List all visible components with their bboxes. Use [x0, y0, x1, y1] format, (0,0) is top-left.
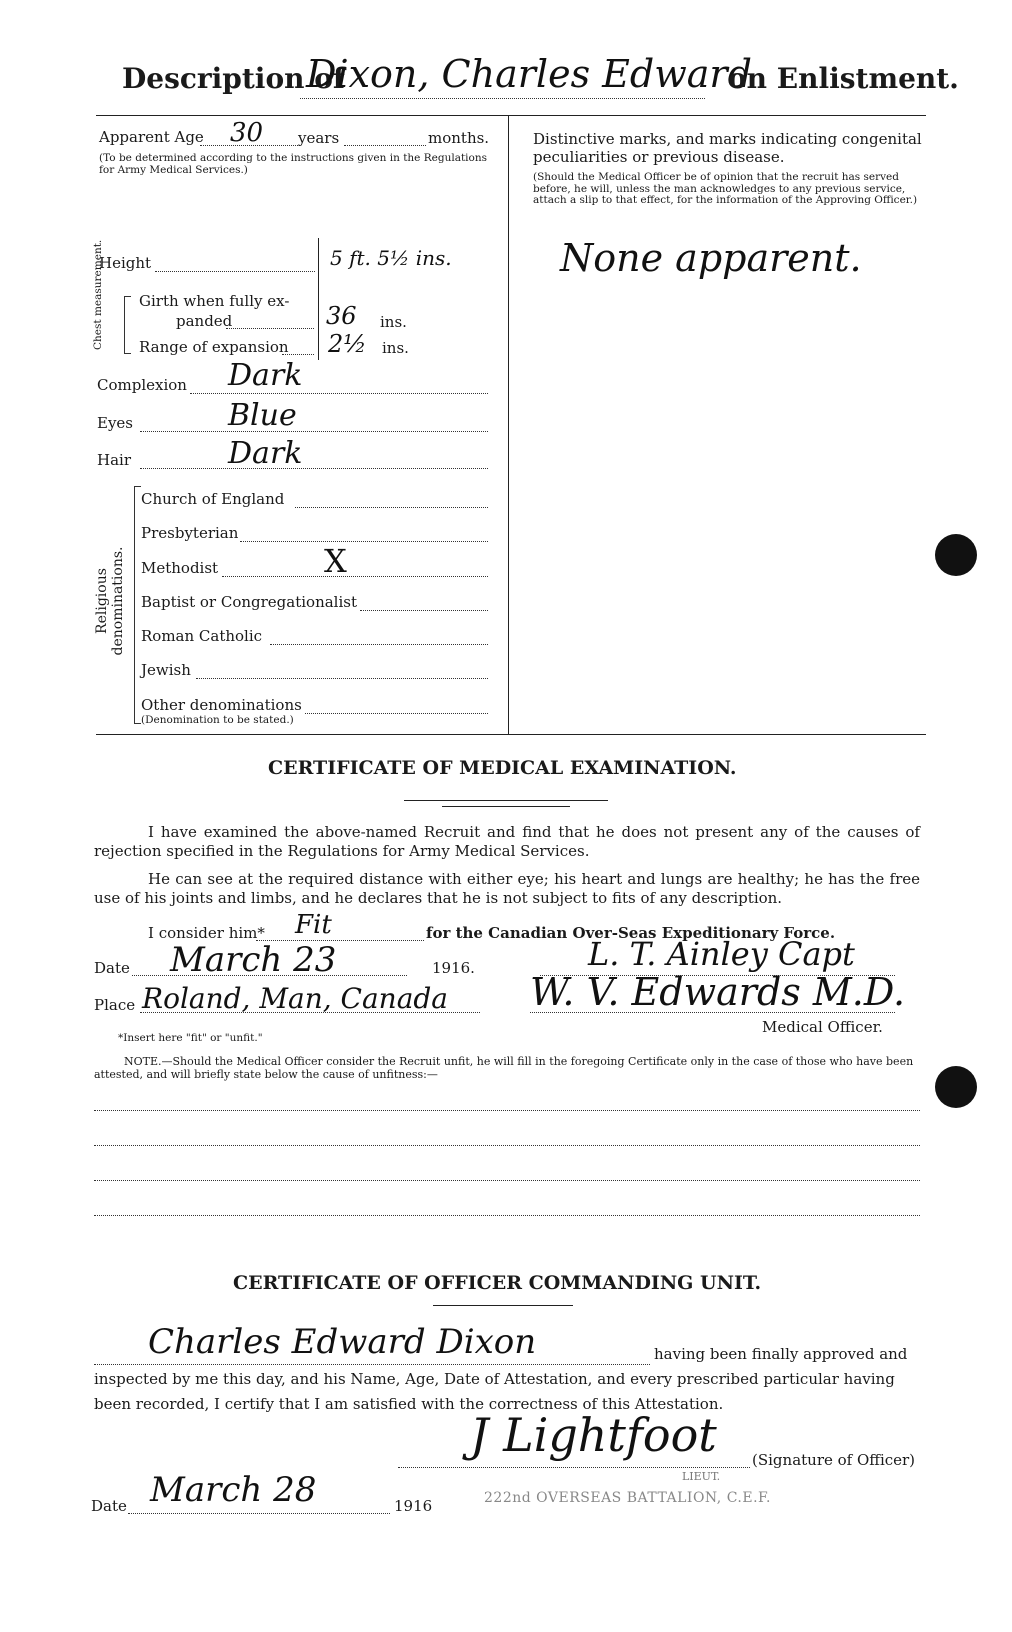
- commanding-line1: having been finally approved and: [654, 1345, 908, 1363]
- eyes-dotline: [140, 431, 488, 432]
- place-value: Roland, Man, Canada: [142, 982, 449, 1015]
- denom-dotline-2: [222, 576, 488, 577]
- marks-heading-2: peculiarities or previous disease.: [533, 148, 785, 166]
- commanding-sig-label: (Signature of Officer): [752, 1451, 916, 1469]
- medical-heading: CERTIFICATE OF MEDICAL EXAMINATION.: [268, 757, 737, 779]
- age-months-dotline: [344, 145, 426, 146]
- eyes-value: Blue: [228, 398, 297, 433]
- chest-bracket: [124, 296, 131, 354]
- marks-heading-1: Distinctive marks, and marks indicating congenital: [533, 130, 922, 148]
- consider-prefix: I consider him*: [148, 924, 265, 942]
- height-label: Height: [99, 254, 152, 272]
- hair-value: Dark: [228, 436, 303, 471]
- commanding-heading: CERTIFICATE OF OFFICER COMMANDING UNIT.: [233, 1272, 762, 1294]
- commanding-line2: inspected by me this day, and his Name, Age, Date of Attestation, and every prescribed particular having: [94, 1370, 895, 1388]
- medical-rule-a: [404, 800, 608, 801]
- denom-dotline-0: [295, 507, 488, 508]
- consider-value: Fit: [295, 910, 332, 940]
- commanding-line3: been recorded, I certify that I am satisfied with the correctness of this Attestation.: [94, 1395, 724, 1413]
- hair-label: Hair: [97, 451, 131, 469]
- denomination-note: (Denomination to be stated.): [141, 714, 294, 726]
- marks-note: (Should the Medical Officer be of opinion that the recruit has served before, he will, unless the man acknowledges to any previous service, attach a slip to that effect, for the information of the Approving Officer.): [533, 171, 918, 206]
- complexion-value: Dark: [228, 358, 303, 393]
- denom-dotline-1: [240, 541, 488, 542]
- column-divider: [508, 115, 509, 734]
- height-value: 5 ft. 5½ ins.: [330, 246, 452, 270]
- commanding-date-year: 1916: [394, 1497, 433, 1515]
- medical-sig1: L. T. Ainley Capt: [588, 935, 855, 973]
- unfitness-line-3: [94, 1180, 920, 1181]
- denom-presbyterian: Presbyterian: [141, 524, 239, 542]
- hair-dotline: [140, 468, 488, 469]
- medical-officer-label: Medical Officer.: [762, 1018, 883, 1036]
- medical-sig2: W. V. Edwards M.D.: [530, 970, 906, 1014]
- age-label: Apparent Age: [99, 128, 204, 146]
- section-bottom-rule: [96, 734, 926, 735]
- unfitness-line-2: [94, 1145, 920, 1146]
- medical-para2: He can see at the required distance with either eye; his heart and lungs are healthy; he has the free use of his joints and limbs, and he declares that he is not subject to fits of any description.: [94, 870, 920, 907]
- girth-value: 36: [326, 302, 357, 330]
- medical-para1: I have examined the above-named Recruit and find that he does not present any of the causes of rejection specified in the Regulations for Army Medical Services.: [94, 823, 920, 860]
- range-unit: ins.: [382, 339, 409, 357]
- consider-suffix: for the Canadian Over-Seas Expeditionary Force.: [426, 924, 836, 942]
- age-years-label: years: [298, 129, 340, 147]
- punch-hole-lower: [935, 1066, 977, 1108]
- title-dotline: [300, 98, 705, 99]
- denom-dotline-5: [196, 678, 488, 679]
- height-dotline: [155, 271, 315, 272]
- commanding-signature: J Lightfoot: [470, 1408, 717, 1462]
- medical-note: NOTE.—Should the Medical Officer consider the Recruit unfit, he will fill in the foregoing Certificate only in the case of those who have been attested, and will briefly state below the cause of unfitness:—: [94, 1055, 914, 1081]
- denom-jewish: Jewish: [141, 661, 191, 679]
- girth-label-2: panded: [176, 312, 233, 330]
- age-value: 30: [230, 118, 264, 148]
- medical-date-value: March 23: [170, 940, 337, 980]
- religious-label: Religious denominations.: [94, 546, 126, 656]
- range-label: Range of expansion: [139, 338, 289, 356]
- denom-dotline-3: [360, 610, 488, 611]
- denom-church-of-england: Church of England: [141, 490, 285, 508]
- range-dotline: [282, 354, 314, 355]
- marks-value: None apparent.: [560, 236, 862, 280]
- insert-note: *Insert here "fit" or "unfit.": [118, 1032, 263, 1044]
- commanding-stamp-lieut: LIEUT.: [682, 1470, 721, 1483]
- medical-date-label: Date: [94, 959, 130, 977]
- commanding-rule: [433, 1305, 573, 1306]
- title-suffix: on Enlistment.: [728, 62, 959, 95]
- commanding-date-label: Date: [91, 1497, 127, 1515]
- age-months-label: months.: [428, 129, 490, 147]
- denom-methodist: Methodist: [141, 559, 219, 577]
- girth-label-1: Girth when fully ex-: [139, 292, 290, 310]
- medical-date-year: 1916.: [432, 959, 475, 977]
- commanding-date-value: March 28: [150, 1470, 317, 1510]
- denom-other: Other denominations: [141, 696, 302, 714]
- place-label: Place: [94, 996, 136, 1014]
- top-rule: [96, 115, 926, 116]
- measure-divider: [318, 238, 319, 360]
- punch-hole-upper: [935, 534, 977, 576]
- commanding-sig-dotline: [398, 1467, 750, 1468]
- denom-dotline-6: [305, 713, 488, 714]
- age-note: (To be determined according to the instructions given in the Regulations for Army Medical Services.): [99, 152, 487, 176]
- unfitness-line-4: [94, 1215, 920, 1216]
- methodist-mark: X: [324, 542, 347, 580]
- chest-label: Chest measurement.: [92, 239, 104, 350]
- eyes-label: Eyes: [97, 414, 133, 432]
- title-prefix: Description of: [122, 62, 345, 95]
- denom-roman-catholic: Roman Catholic: [141, 627, 263, 645]
- medical-rule-b: [442, 806, 570, 807]
- commanding-stamp-unit: 222nd OVERSEAS BATTALION, C.E.F.: [484, 1490, 772, 1506]
- denom-dotline-4: [270, 644, 488, 645]
- recruit-name: Dixon, Charles Edward: [306, 52, 752, 96]
- commanding-name-value: Charles Edward Dixon: [148, 1322, 537, 1362]
- commanding-name-dotline: [94, 1364, 650, 1365]
- girth-unit: ins.: [380, 313, 407, 331]
- complexion-dotline: [190, 393, 488, 394]
- commanding-date-dotline: [128, 1513, 390, 1514]
- denom-baptist: Baptist or Congregationalist: [141, 593, 357, 611]
- complexion-label: Complexion: [97, 376, 187, 394]
- religious-bracket: [134, 486, 141, 724]
- unfitness-line-1: [94, 1110, 920, 1111]
- range-value: 2½: [328, 330, 367, 358]
- girth-dotline: [226, 328, 314, 329]
